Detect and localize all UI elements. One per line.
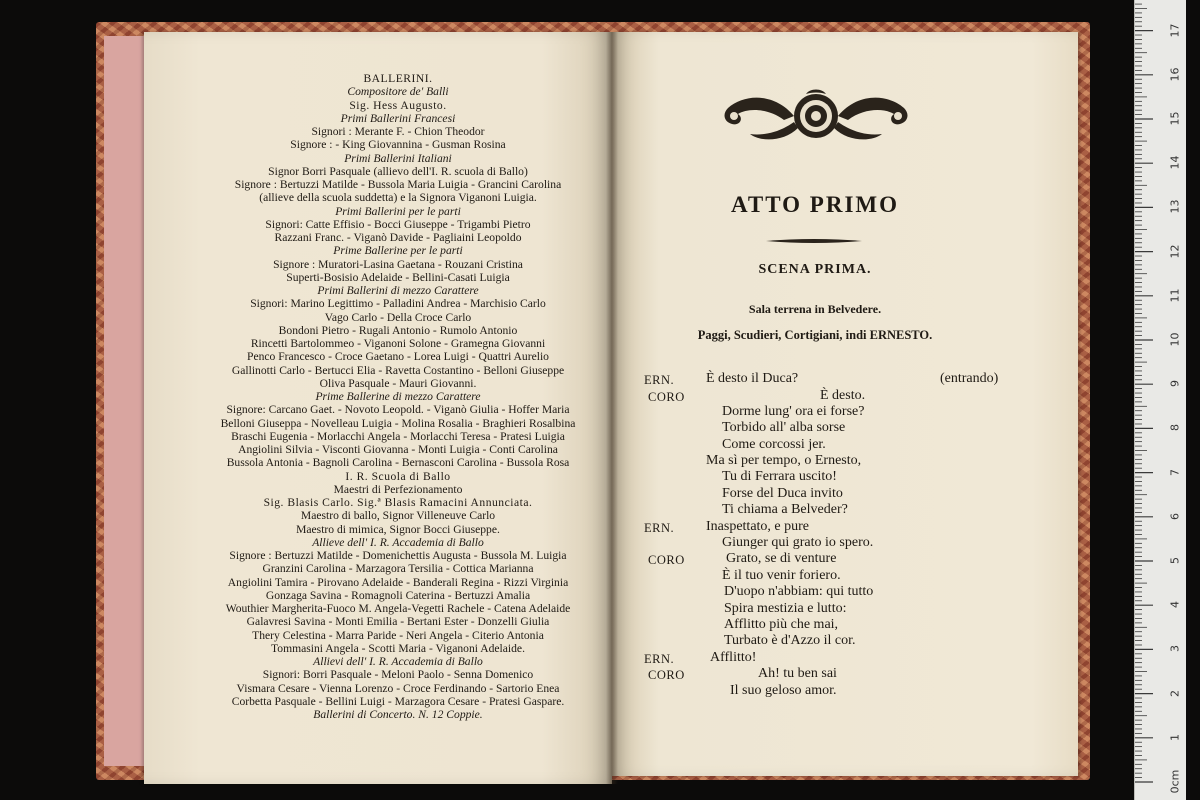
dancers-list-line: Prime Ballerine per le parti: [333, 244, 463, 258]
verse-line: Ah! tu ben sai: [758, 666, 837, 681]
verse-line: Ma sì per tempo, o Ernesto,: [706, 453, 862, 468]
verse-line: Tu di Ferrara uscito!: [722, 469, 837, 484]
ruler-label: 0cm: [1168, 769, 1182, 794]
dancers-list-line: Vismara Cesare - Vienna Lorenzo - Croce Ferdinando - Sartorio Enea: [236, 681, 560, 695]
dancers-list-line: Signori : Merante F. - Chion Theodor: [311, 125, 485, 138]
scene-characters: Paggi, Scudieri, Cortigiani, indi ERNESTO.: [697, 328, 933, 342]
verse-line: Torbido all' alba sorse: [722, 420, 846, 435]
dancers-list-line: Bondoni Pietro - Rugali Antonio - Rumolo Antonio: [278, 323, 518, 337]
dancers-list-line: Superti-Bosisio Adelaide - Bellini-Casati Luigia: [286, 270, 510, 284]
ruler-label: 10: [1168, 332, 1182, 347]
ruler-label: 1: [1168, 733, 1182, 741]
ruler-label: 13: [1168, 199, 1182, 214]
speaker-label: ERN.: [644, 652, 675, 666]
dancers-list-line: Corbetta Pasquale - Bellini Luigi - Marzagora Cesare - Pratesi Gaspare.: [231, 694, 565, 708]
ruler-label: 5: [1168, 557, 1182, 564]
dancers-list-line: I. R. Scuola di Ballo: [345, 469, 451, 483]
speaker-label: ERN.: [644, 521, 675, 535]
verse-line: Ti chiama a Belveder?: [722, 502, 848, 517]
dancers-list-line: Angiolini Silvia - Visconti Giovanna - Monti Luigia - Conti Carolina: [238, 443, 558, 456]
dancers-list-line: Primi Ballerini Italiani: [344, 151, 452, 165]
dancers-list-line: Penco Francesco - Croce Gaetano - Lorea Luigi - Quattri Aurelio: [247, 350, 549, 364]
verse-line: Afflitto!: [710, 650, 757, 665]
verse-line: È il tuo venir foriero.: [722, 568, 841, 583]
verse-line: Spira mestizia e lutto:: [724, 601, 847, 616]
ruler-label: 12: [1168, 244, 1182, 259]
verse-line: Dorme lung' ora ei forse?: [722, 404, 865, 419]
dancers-list-line: Angiolini Tamira - Pirovano Adelaide - Banderali Regina - Rizzi Virginia: [227, 575, 569, 589]
dancers-list-line: Belloni Giuseppa - Novelleau Luigia - Molina Rosalia - Braghieri Rosalbina: [220, 416, 576, 430]
dancers-list-line: Signori: Borri Pasquale - Meloni Paolo - Senna Domenico: [262, 668, 534, 682]
ornament-icon: [714, 88, 918, 144]
ruler-label: 9: [1168, 380, 1182, 388]
dancers-list-line: Razzani Franc. - Viganò Davide - Pagliaini Leopoldo: [274, 231, 522, 244]
ruler-label: 6: [1168, 512, 1182, 520]
act-title: ATTO PRIMO: [730, 192, 900, 217]
dancers-list-line: Thery Celestina - Marra Paride - Neri Angela - Citerio Antonia: [252, 628, 544, 642]
speaker-label: CORO: [648, 390, 685, 404]
dancers-list-line: BALLERINI.: [363, 72, 433, 85]
dancers-list-line: Maestro di ballo, Signor Villeneuve Carlo: [300, 509, 496, 523]
dancers-list-line: Primi Ballerini di mezzo Carattere: [317, 284, 479, 297]
ruler-label: 7: [1168, 468, 1182, 476]
dancers-list-line: Rincetti Bartolommeo - Viganoni Solone - Gramegna Giovanni: [250, 337, 546, 350]
ruler-label: 8: [1168, 424, 1182, 432]
speaker-label: CORO: [648, 553, 685, 567]
dancers-list-line: Wouthier Margherita-Fuoco M. Angela-Vegetti Rachele - Catena Adelaide: [225, 602, 571, 615]
verse-line: Grato, se di venture: [726, 551, 837, 566]
ruler-label: 3: [1168, 645, 1182, 653]
dancers-list-line: Signore : Bertuzzi Matilde - Bussola Maria Luigia - Grancini Carolina: [234, 178, 562, 191]
divider-rule: [766, 238, 862, 244]
verse-line: Come corcossi jer.: [722, 437, 826, 452]
dancers-list-line: Signore : Bertuzzi Matilde - Domenichettis Augusta - Bussola M. Luigia: [229, 549, 567, 562]
verse-line: Giunger qui grato io spero.: [722, 535, 874, 550]
dancers-list-line: Allievi dell' I. R. Accademia di Ballo: [313, 655, 483, 668]
dancers-list-line: Signor Borri Pasquale (allievo dell'I. R. scuola di Ballo): [268, 164, 528, 178]
verse-line: Inaspettato, e pure: [706, 519, 810, 534]
dancers-list-line: Signori: Catte Effisio - Bocci Giuseppe - Trigambi Pietro: [265, 217, 531, 231]
verse-line: Turbato è d'Azzo il cor.: [724, 633, 856, 648]
ruler-label: 14: [1168, 155, 1182, 170]
dancers-list-line: Maestro di mimica, Signor Bocci Giuseppe.: [296, 522, 500, 536]
dancers-list-line: Sig. Blasis Carlo. Sig.ª Blasis Ramacini Annunciata.: [263, 496, 533, 509]
ruler-label: 2: [1168, 689, 1182, 697]
verse-line: È desto.: [820, 388, 866, 403]
dancers-list-line: Compositore de' Balli: [347, 85, 449, 99]
dancers-list-line: Granzini Carolina - Marzagora Tersilia - Cottica Marianna: [262, 562, 534, 576]
dancers-list-line: Ballerini di Concerto. N. 12 Coppie.: [313, 708, 483, 721]
dancers-list-line: Gonzaga Savina - Romagnoli Caterina - Bertuzzi Amalia: [265, 588, 531, 602]
dancers-list-line: Maestri di Perfezionamento: [333, 482, 463, 496]
dancers-list-line: Gallinotti Carlo - Bertucci Elia - Ravetta Costantino - Belloni Giuseppe: [231, 363, 565, 377]
dancers-list-line: Vago Carlo - Della Croce Carlo: [324, 310, 472, 324]
dancers-list-line: Signore : Muratori-Lasina Gaetana - Rouzani Cristina: [273, 257, 523, 271]
verse-line: D'uopo n'abbiam: qui tutto: [724, 584, 874, 599]
dancers-list-line: (allieve della scuola suddetta) e la Signora Viganoni Luigia.: [259, 191, 537, 205]
dancers-list-line: Prime Ballerine di mezzo Carattere: [315, 390, 481, 403]
stage-direction: (entrando): [940, 371, 999, 386]
dancers-list-line: Braschi Eugenia - Morlacchi Angela - Morlacchi Teresa - Pratesi Luigia: [231, 429, 565, 443]
ruler-label: 16: [1168, 67, 1182, 82]
dancers-list-line: Signore: Carcano Gaet. - Novoto Leopold. - Viganò Giulia - Hoffer Maria: [226, 403, 570, 417]
dancers-list-line: Signore : - King Giovannina - Gusman Rosina: [290, 138, 506, 152]
dancers-list-line: Galavresi Savina - Monti Emilia - Bertani Ester - Donzelli Giulia: [246, 615, 550, 629]
ruler-label: 15: [1168, 111, 1182, 126]
dancers-list-line: Tommasini Angela - Scotti Maria - Viganoni Adelaide.: [271, 641, 525, 655]
speaker-label: CORO: [648, 668, 685, 682]
ruler-label: 17: [1168, 23, 1182, 38]
speaker-label: ERN.: [644, 373, 675, 387]
dancers-list-line: Oliva Pasquale - Mauri Giovanni.: [319, 376, 477, 390]
verse-line: È desto il Duca?: [706, 371, 799, 386]
dancers-list-line: Primi Ballerini per le parti: [335, 204, 461, 218]
scene-title: SCENA PRIMA.: [758, 262, 872, 277]
dancers-list: [178, 72, 618, 721]
ruler-label: 4: [1168, 601, 1182, 609]
dancers-list-line: Allieve dell' I. R. Accademia di Ballo: [312, 535, 484, 549]
verse-line: Il suo geloso amor.: [730, 683, 837, 698]
verse-line: Forse del Duca invito: [722, 486, 843, 501]
scene-setting: Sala terrena in Belvedere.: [748, 302, 882, 316]
dancers-list-line: Signori: Marino Legittimo - Palladini Andrea - Marchisio Carlo: [250, 297, 546, 311]
dancers-list-line: Bussola Antonia - Bagnoli Carolina - Bernasconi Carolina - Bussola Rosa: [226, 456, 570, 470]
dancers-list-line: Primi Ballerini Francesi: [340, 111, 456, 125]
ruler-label: 11: [1168, 288, 1182, 303]
dancers-list-line: Sig. Hess Augusto.: [349, 98, 447, 112]
verse-line: Afflitto più che mai,: [724, 617, 839, 632]
